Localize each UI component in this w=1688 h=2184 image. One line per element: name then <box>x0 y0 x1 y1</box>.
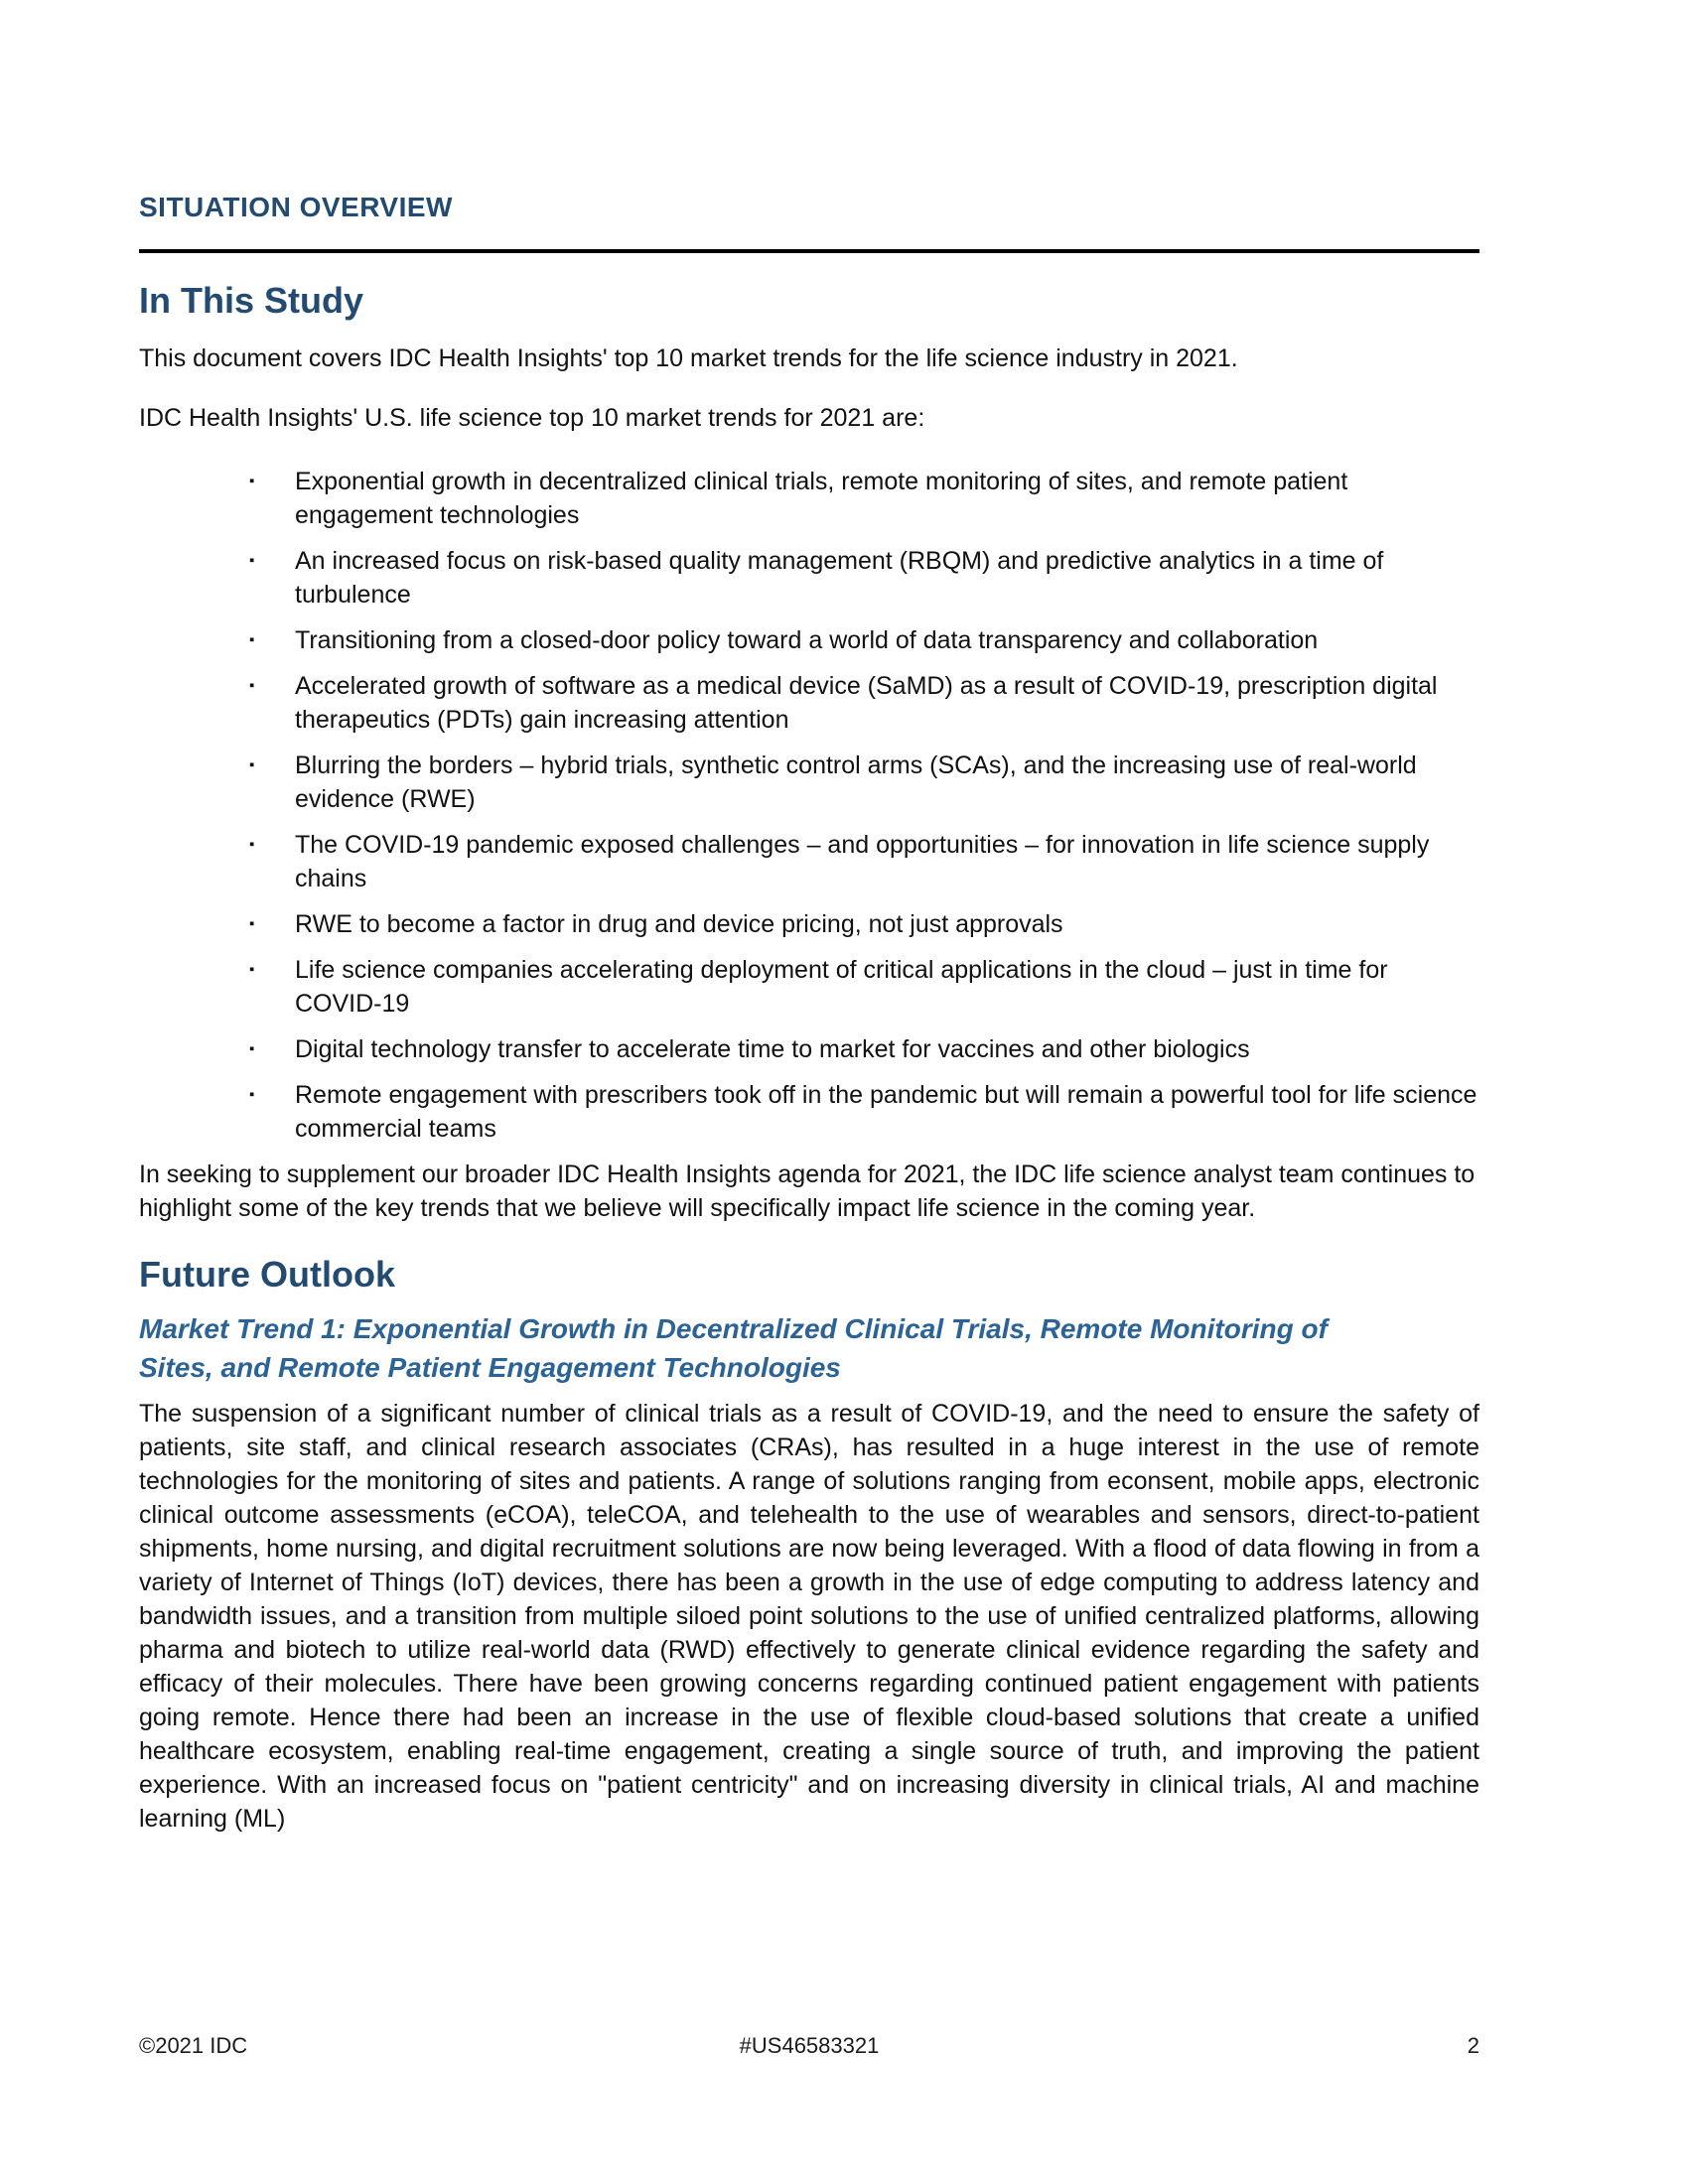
section-heading: SITUATION OVERVIEW <box>139 192 453 222</box>
list-item-text: Transitioning from a closed-door policy toward a world of data transparency and collaboration <box>295 626 1319 654</box>
market-trend-1-title: Market Trend 1: Exponential Growth in Decentralized Clinical Trials, Remote Monitoring of Sites, and Remote Patient Engagement Technologies <box>139 1313 1328 1383</box>
list-item <box>139 953 1479 1021</box>
list-item <box>139 1032 1479 1066</box>
list-item <box>139 544 1479 612</box>
in-this-study-title: In This Study <box>139 280 364 321</box>
bullet-icon: ▪ <box>249 1086 255 1103</box>
trends-list <box>139 465 1479 1146</box>
bullet-icon: ▪ <box>249 631 255 648</box>
section-divider <box>139 249 1479 253</box>
list-item <box>139 907 1479 941</box>
list-item <box>139 465 1479 532</box>
footer-page-number: 2 <box>1467 2033 1479 2058</box>
list-intro-paragraph: IDC Health Insights' U.S. life science top 10 market trends for 2021 are: <box>139 404 925 432</box>
list-item-text: Exponential growth in decentralized clinical trials, remote monitoring of sites, and remote patient engagement technologies <box>295 468 1348 529</box>
list-item <box>139 828 1479 895</box>
footer-copyright: ©2021 IDC <box>139 2033 248 2058</box>
page-footer <box>139 2033 1479 2063</box>
list-item-text: Blurring the borders – hybrid trials, synthetic control arms (SCAs), and the increasing use of real-world evidence (RWE) <box>295 751 1417 813</box>
list-item <box>139 623 1479 657</box>
bullet-icon: ▪ <box>249 677 255 694</box>
bullet-icon: ▪ <box>249 836 255 853</box>
bullet-icon: ▪ <box>249 961 255 978</box>
list-item-text: Life science companies accelerating deployment of critical applications in the cloud – just in time for COVID-19 <box>295 956 1388 1018</box>
bullet-icon: ▪ <box>249 552 255 569</box>
list-item <box>139 749 1479 816</box>
trend-1-body: The suspension of a significant number of clinical trials as a result of COVID-19, and the need to ensure the safety of patients, site staff, and clinical research associates (CRAs), has resulted in a huge interest in the use of remote technologies for the monitoring of sites and patients. A range of solutions ranging from econsent, mobile apps, electronic clinical outcome assessments (eCOA), teleCOA, and telehealth to the use of wearables and sensors, direct-to-patient shipments, home nursing, and digital recruitment solutions are now being leveraged. With a flood of data flowing in from a variety of Internet of Things (IoT) devices, there has been a growth in the use of edge computing to address latency and bandwidth issues, and a transition from multiple siloed point solutions to the use of unified centralized platforms, allowing pharma and biotech to utilize real-world data (RWD) effectively to generate clinical evidence regarding the safety and efficacy of their molecules. There have been growing concerns regarding continued patient engagement with patients going remote. Hence there had been an increase in the use of flexible cloud-based solutions that create a unified healthcare ecosystem, enabling real-time engagement, creating a single source of truth, and improving the patient experience. With an increased focus on "patient centricity" and on increasing diversity in clinical trials, AI and machine learning (ML) <box>139 1400 1479 1833</box>
intro-paragraph: This document covers IDC Health Insights' top 10 market trends for the life science industry in 2021. <box>139 344 1238 372</box>
footer-doc-id: #US46583321 <box>739 2033 880 2058</box>
list-item-text: The COVID-19 pandemic exposed challenges – and opportunities – for innovation in life science supply chains <box>295 831 1430 892</box>
bullet-icon: ▪ <box>249 756 255 773</box>
list-item <box>139 1078 1479 1146</box>
bullet-icon: ▪ <box>249 1040 255 1057</box>
bullet-icon: ▪ <box>249 915 255 932</box>
future-outlook-title: Future Outlook <box>139 1254 395 1295</box>
bullet-icon: ▪ <box>249 473 255 489</box>
list-item-text: An increased focus on risk-based quality management (RBQM) and predictive analytics in a time of turbulence <box>295 547 1384 609</box>
list-item-text: RWE to become a factor in drug and device pricing, not just approvals <box>295 910 1063 938</box>
closing-paragraph: In seeking to supplement our broader IDC Health Insights agenda for 2021, the IDC life science analyst team continues to highlight some of the key trends that we believe will specifically impact life science in the coming year. <box>139 1160 1476 1222</box>
list-item-text: Accelerated growth of software as a medical device (SaMD) as a result of COVID-19, prescription digital therapeutics (PDTs) gain increasing attention <box>295 672 1438 734</box>
list-item-text: Digital technology transfer to accelerate time to market for vaccines and other biologics <box>295 1035 1250 1063</box>
list-item <box>139 669 1479 737</box>
list-item-text: Remote engagement with prescribers took off in the pandemic but will remain a powerful tool for life science commercial teams <box>295 1081 1477 1143</box>
